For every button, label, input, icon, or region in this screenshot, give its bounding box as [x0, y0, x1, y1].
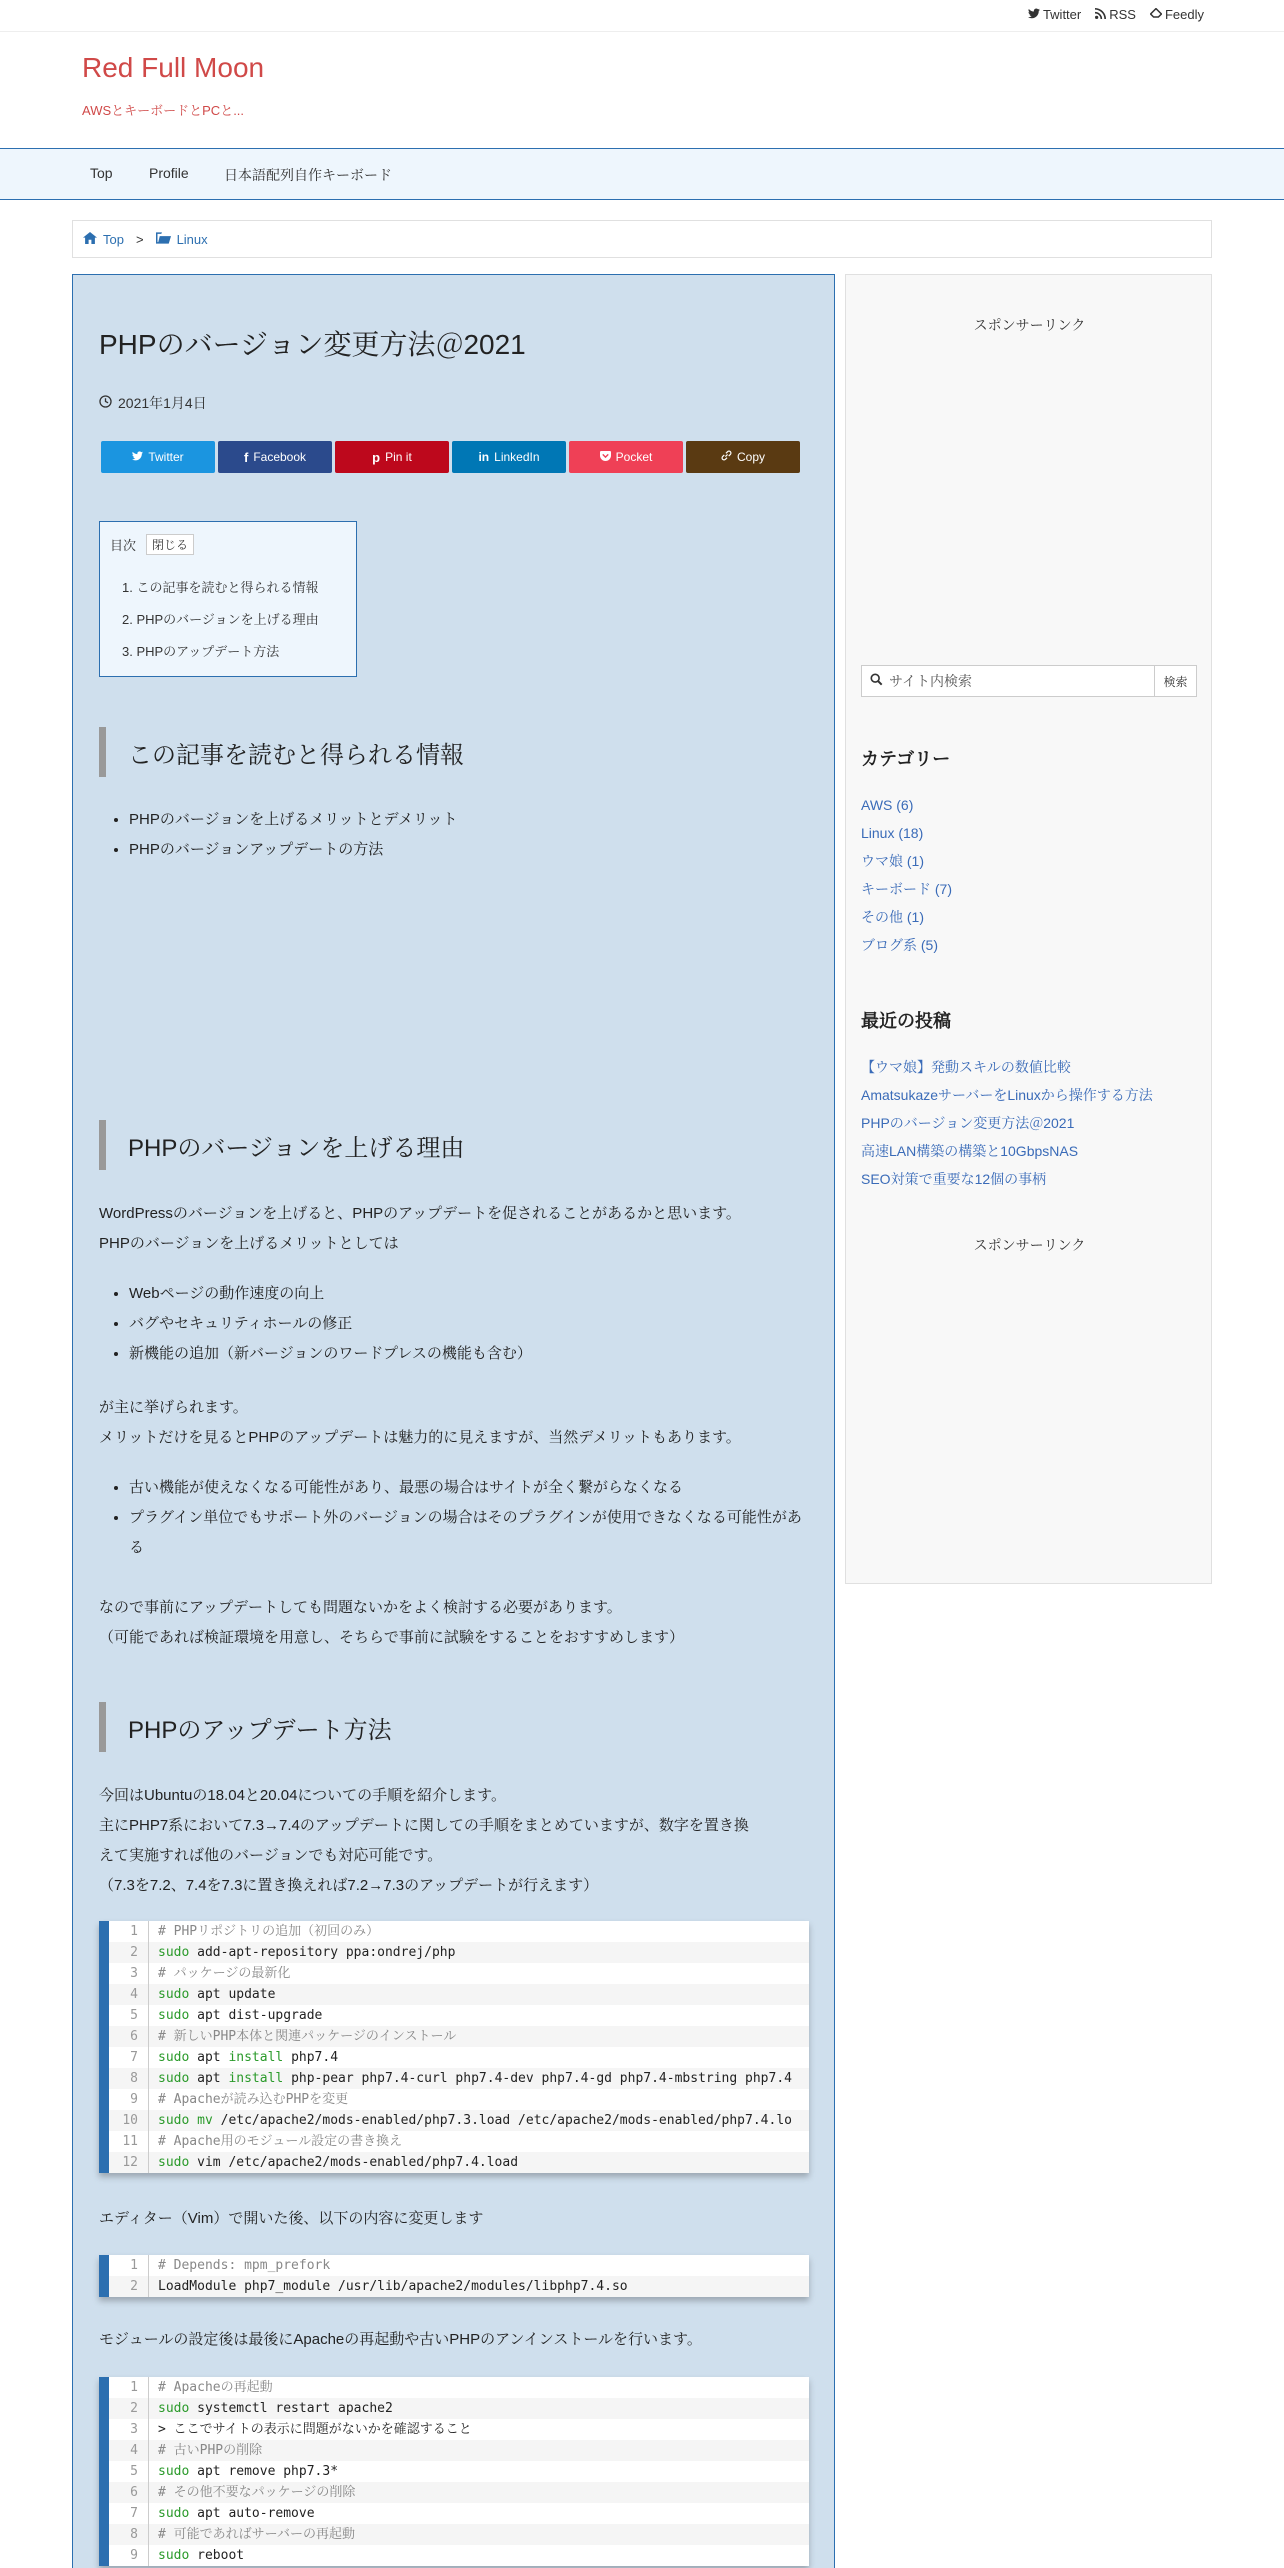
twitter-icon: [1028, 8, 1040, 21]
code-text: [149, 2068, 792, 2089]
code-text: [149, 2152, 518, 2173]
recent-post-link[interactable]: 高速LAN構築の構築と10GbpsNAS: [861, 1143, 1079, 1159]
code-plain: apt auto-remove: [189, 2506, 315, 2521]
top-bar: [0, 0, 1284, 32]
share-label: LinkedIn: [494, 450, 540, 464]
line-number: 6: [109, 2026, 149, 2047]
nav-item-keyboard[interactable]: 日本語配列自作キーボード: [224, 167, 392, 183]
category-link[interactable]: その他 (1): [861, 909, 924, 925]
code-line: [109, 2377, 809, 2398]
line-number: 3: [109, 1963, 149, 1984]
line-number: 4: [109, 2440, 149, 2461]
code-text: [149, 1942, 455, 1963]
code-keyword: sudo: [158, 2401, 190, 2416]
search-button[interactable]: 検索: [1154, 666, 1196, 696]
list-item: • バグやセキュリティホールの修正: [129, 1315, 532, 1333]
paragraph: [99, 1393, 809, 1453]
code-text: # PHPリポジトリの追加（初回のみ）: [158, 1924, 380, 1939]
code-plain: add-apt-repository ppa:ondrej/php: [189, 1945, 456, 1960]
info-list: [129, 811, 457, 871]
code-line: [109, 2026, 809, 2047]
code-text: [149, 2047, 338, 2068]
code-text: # Apacheが読み込むPHPを変更: [158, 2092, 349, 2107]
sidebar: [845, 274, 1212, 1584]
code-keyword: install: [228, 2050, 284, 2065]
breadcrumb-category[interactable]: Linux: [176, 231, 208, 247]
list-item: • PHPのバージョンを上げるメリットとデメリット: [129, 811, 457, 829]
section-heading-info: この記事を読むと得られる情報: [99, 727, 807, 777]
twitter-icon: [132, 450, 143, 464]
code-line: [109, 2131, 809, 2152]
code-block[interactable]: [99, 1921, 809, 2173]
code-keyword: sudo: [158, 2050, 190, 2065]
code-text: # 古いPHPの削除: [158, 2443, 263, 2458]
paragraph-line: えて実施すれば他のバージョンでも対応可能です。: [99, 1847, 443, 1864]
category-list: [861, 795, 952, 963]
share-label: Facebook: [253, 450, 307, 464]
share-facebook-button[interactable]: [218, 441, 332, 473]
home-icon: [83, 232, 97, 247]
share-label: Pocket: [615, 450, 653, 464]
line-number: 10: [109, 2110, 149, 2131]
recent-post-link[interactable]: SEO対策で重要な12個の事柄: [861, 1171, 1047, 1187]
code-text: # Depends: mpm_prefork: [158, 2258, 331, 2273]
list-item: • PHPのバージョンアップデートの方法: [129, 841, 457, 859]
code-keyword: sudo: [158, 2464, 190, 2479]
share-label: Pin it: [385, 450, 412, 464]
paragraph-line: なので事前にアップデートしても問題ないかをよく検討する必要があります。: [99, 1599, 622, 1616]
code-keyword: sudo: [158, 2548, 190, 2563]
breadcrumb-home[interactable]: Top: [103, 231, 124, 247]
share-pocket-button[interactable]: [569, 441, 683, 473]
share-pinterest-button[interactable]: [335, 441, 449, 473]
toc-title: 目次: [110, 538, 137, 553]
paragraph: モジュールの設定後は最後にApacheの再起動や古いPHPのアンインストールを行います。: [99, 2331, 702, 2348]
code-line: [109, 2545, 809, 2566]
code-text: # パッケージの最新化: [158, 1966, 291, 1981]
code-line: [109, 2152, 809, 2173]
demerit-list: [129, 1479, 809, 1575]
line-number: 8: [109, 2524, 149, 2545]
feedly-label: Feedly: [1164, 7, 1204, 22]
line-number: 2: [109, 1942, 149, 1963]
code-text: LoadModule php7_module /usr/lib/apache2/modules/libphp7.4.so: [158, 2279, 628, 2294]
recent-post-link[interactable]: PHPのバージョン変更方法＠2021: [861, 1115, 1075, 1131]
rss-label: RSS: [1109, 7, 1136, 22]
code-keyword: sudo: [158, 2113, 190, 2128]
code-text: [149, 2461, 338, 2482]
code-plain: apt dist-upgrade: [189, 2008, 323, 2023]
paragraph-line: （7.3を7.2、7.4を7.3に置き換えれば7.2→7.3のアップデートが行えます）: [99, 1877, 599, 1894]
code-text: [149, 2503, 315, 2524]
rss-icon: [1095, 8, 1106, 21]
code-line: [109, 1984, 809, 2005]
post-title: PHPのバージョン変更方法＠2021: [99, 329, 526, 360]
paragraph-line: WordPressのバージョンを上げると、PHPのアップデートを促されることがあるかと思います。: [99, 1205, 741, 1222]
code-plain: reboot: [189, 2548, 245, 2563]
recent-post-link[interactable]: 【ウマ娘】発動スキルの数値比較: [861, 1059, 1071, 1075]
code-plain: php7.4: [283, 2050, 339, 2065]
code-line: [109, 2398, 809, 2419]
recent-post-list: [861, 1057, 1153, 1197]
table-of-contents: [99, 521, 357, 677]
code-plain: apt: [189, 2071, 229, 2086]
share-label: Twitter: [148, 450, 184, 464]
code-plain: apt: [189, 2050, 229, 2065]
list-item: • 新機能の追加（新バージョンのワードプレスの機能も含む）: [129, 1345, 532, 1363]
code-text: # その他不要なパッケージの削除: [158, 2485, 356, 2500]
code-plain: vim /etc/apache2/mods-enabled/php7.4.load: [189, 2155, 519, 2170]
code-line: [109, 2110, 809, 2131]
line-number: 5: [109, 2005, 149, 2026]
feedly-icon: [1150, 8, 1162, 22]
search-placeholder: サイト内検索: [889, 673, 973, 689]
line-number: 2: [109, 2398, 149, 2419]
code-keyword: sudo: [158, 2071, 190, 2086]
toc-item[interactable]: 3. PHPのアップデート方法: [122, 644, 280, 659]
code-text: # Apache用のモジュール設定の書き換え: [158, 2134, 403, 2149]
code-keyword: sudo: [158, 2008, 190, 2023]
toc-item[interactable]: 1. この記事を読むと得られる情報: [122, 580, 319, 595]
paragraph-line: 主にPHP7系において7.3→7.4のアップデートに関しての手順をまとめていますが、数字を置き換: [99, 1817, 749, 1834]
code-line: [109, 1963, 809, 1984]
share-copy-button[interactable]: [686, 441, 800, 473]
code-plain: [189, 2113, 197, 2128]
search-icon: [870, 673, 883, 689]
code-line: [109, 2440, 809, 2461]
pocket-icon: [600, 450, 611, 464]
code-text: [149, 2110, 792, 2131]
clock-icon: [99, 395, 112, 411]
code-line: [109, 2503, 809, 2524]
list-item: • プラグイン単位でもサポート外のバージョンの場合はそのプラグインが使用できなくなる可能性がある: [129, 1503, 809, 1563]
share-linkedin-button[interactable]: [452, 441, 566, 473]
rss-link[interactable]: [1095, 7, 1136, 22]
line-number: 7: [109, 2503, 149, 2524]
paragraph-line: PHPのバージョンを上げるメリットとしては: [99, 1235, 399, 1252]
nav-item-profile[interactable]: Profile: [149, 165, 189, 181]
code-line: [109, 2047, 809, 2068]
twitter-link[interactable]: [1028, 7, 1081, 22]
link-icon: [721, 450, 732, 464]
code-keyword: install: [228, 2071, 284, 2086]
category-link[interactable]: ブログ系 (5): [861, 937, 938, 953]
sponsor-label: スポンサーリンク: [973, 1237, 1086, 1253]
code-plain: php-pear php7.4-curl php7.4-dev php7.4-gd php7.4-mbstring php7.4: [283, 2071, 792, 2086]
code-text: # 新しいPHP本体と関連パッケージのインストール: [158, 2029, 457, 2044]
merit-list: [129, 1285, 532, 1375]
line-number: 1: [109, 2377, 149, 2398]
line-number: 7: [109, 2047, 149, 2068]
code-text: [149, 2005, 322, 2026]
category-link[interactable]: AWS (6): [861, 797, 914, 813]
section-heading-reason: PHPのバージョンを上げる理由: [99, 1120, 807, 1170]
code-line: [109, 2419, 809, 2440]
section-heading-update: PHPのアップデート方法: [99, 1702, 807, 1752]
code-text: [149, 2545, 244, 2566]
list-item: • Webページの動作速度の向上: [129, 1285, 532, 1303]
code-plain: systemctl restart apache2: [189, 2401, 393, 2416]
code-text: > ここでサイトの表示に問題がないかを確認すること: [158, 2422, 472, 2437]
line-number: 1: [109, 1921, 149, 1942]
site-header: [0, 32, 1284, 148]
paragraph-line: 今回はUbuntuの18.04と20.04についての手順を紹介します。: [99, 1787, 506, 1804]
code-keyword: sudo: [158, 2155, 190, 2170]
linkedin-icon: in: [478, 450, 490, 464]
global-nav: [0, 148, 1284, 200]
code-text: # 可能であればサーバーの再起動: [158, 2527, 356, 2542]
code-line: [109, 1921, 809, 1942]
toc-item[interactable]: 2. PHPのバージョンを上げる理由: [122, 612, 319, 627]
code-block[interactable]: [99, 2255, 809, 2297]
line-number: 8: [109, 2068, 149, 2089]
code-line: [109, 2089, 809, 2110]
category-link[interactable]: Linux (18): [861, 825, 924, 841]
code-text: [149, 1984, 275, 2005]
post-date-text: 2021年1月4日: [118, 395, 207, 411]
main-content: [72, 274, 835, 2568]
share-buttons: [101, 441, 800, 473]
list-item: • 古い機能が使えなくなる可能性があり、最悪の場合はサイトが全く繋がらなくなる: [129, 1479, 809, 1497]
code-line: [109, 2005, 809, 2026]
search-form: [861, 665, 1197, 697]
breadcrumb-separator: >: [135, 231, 144, 247]
code-text: # Apacheの再起動: [158, 2380, 273, 2395]
code-keyword: mv: [197, 2113, 213, 2128]
code-line: [109, 1942, 809, 1963]
code-keyword: sudo: [158, 1987, 190, 2002]
code-plain: apt update: [189, 1987, 276, 2002]
feedly-link[interactable]: [1150, 7, 1204, 22]
toc-toggle-button[interactable]: 閉じる: [146, 534, 194, 555]
line-number: 6: [109, 2482, 149, 2503]
code-line: [109, 2524, 809, 2545]
line-number: 1: [109, 2255, 149, 2276]
site-title[interactable]: Red Full Moon: [82, 52, 265, 83]
line-number: 9: [109, 2089, 149, 2110]
paragraph-line: メリットだけを見るとPHPのアップデートは魅力的に見えますが、当然デメリットもあります。: [99, 1429, 741, 1446]
line-number: 12: [109, 2152, 149, 2173]
code-line: [109, 2461, 809, 2482]
paragraph-line: （可能であれば検証環境を用意し、そちらで事前に試験をすることをおすすめします）: [99, 1629, 685, 1646]
twitter-label: Twitter: [1042, 7, 1082, 22]
paragraph: エディター（Vim）で開いた後、以下の内容に変更します: [99, 2210, 484, 2227]
code-plain: /etc/apache2/mods-enabled/php7.3.load /etc/apache2/mods-enabled/php7.4.lo: [212, 2113, 792, 2128]
paragraph: [99, 1593, 809, 1653]
categories-title: カテゴリー: [861, 749, 951, 769]
code-line: [109, 2068, 809, 2089]
post-date: [99, 393, 207, 413]
category-link[interactable]: キーボード (7): [861, 881, 952, 897]
recent-post-link[interactable]: AmatsukazeサーバーをLinuxから操作する方法: [861, 1087, 1153, 1103]
paragraph: [99, 1781, 809, 1901]
facebook-icon: f: [243, 449, 249, 465]
line-number: 2: [109, 2276, 149, 2297]
category-link[interactable]: ウマ娘 (1): [861, 853, 924, 869]
line-number: 4: [109, 1984, 149, 2005]
folder-icon: [156, 232, 171, 247]
code-keyword: sudo: [158, 2506, 190, 2521]
code-line: [109, 2255, 809, 2276]
line-number: 11: [109, 2131, 149, 2152]
recent-posts-title: 最近の投稿: [861, 1011, 951, 1031]
code-text: [149, 2398, 393, 2419]
code-keyword: sudo: [158, 1945, 190, 1960]
sponsor-label: スポンサーリンク: [973, 317, 1086, 333]
code-block[interactable]: [99, 2377, 809, 2566]
code-line: [109, 2482, 809, 2503]
line-number: 5: [109, 2461, 149, 2482]
paragraph-line: が主に挙げられます。: [99, 1399, 248, 1416]
code-plain: apt remove php7.3*: [189, 2464, 339, 2479]
search-input[interactable]: [862, 666, 1154, 696]
paragraph: [99, 1199, 809, 1259]
line-number: 9: [109, 2545, 149, 2566]
pinterest-icon: p: [372, 449, 381, 465]
feed-links: [1028, 7, 1204, 22]
breadcrumb: [72, 220, 1212, 258]
line-number: 3: [109, 2419, 149, 2440]
nav-item-top[interactable]: Top: [90, 165, 113, 181]
share-twitter-button[interactable]: [101, 441, 215, 473]
site-description: AWSとキーボードとPCと...: [82, 103, 245, 118]
code-line: [109, 2276, 809, 2297]
share-label: Copy: [736, 450, 765, 464]
